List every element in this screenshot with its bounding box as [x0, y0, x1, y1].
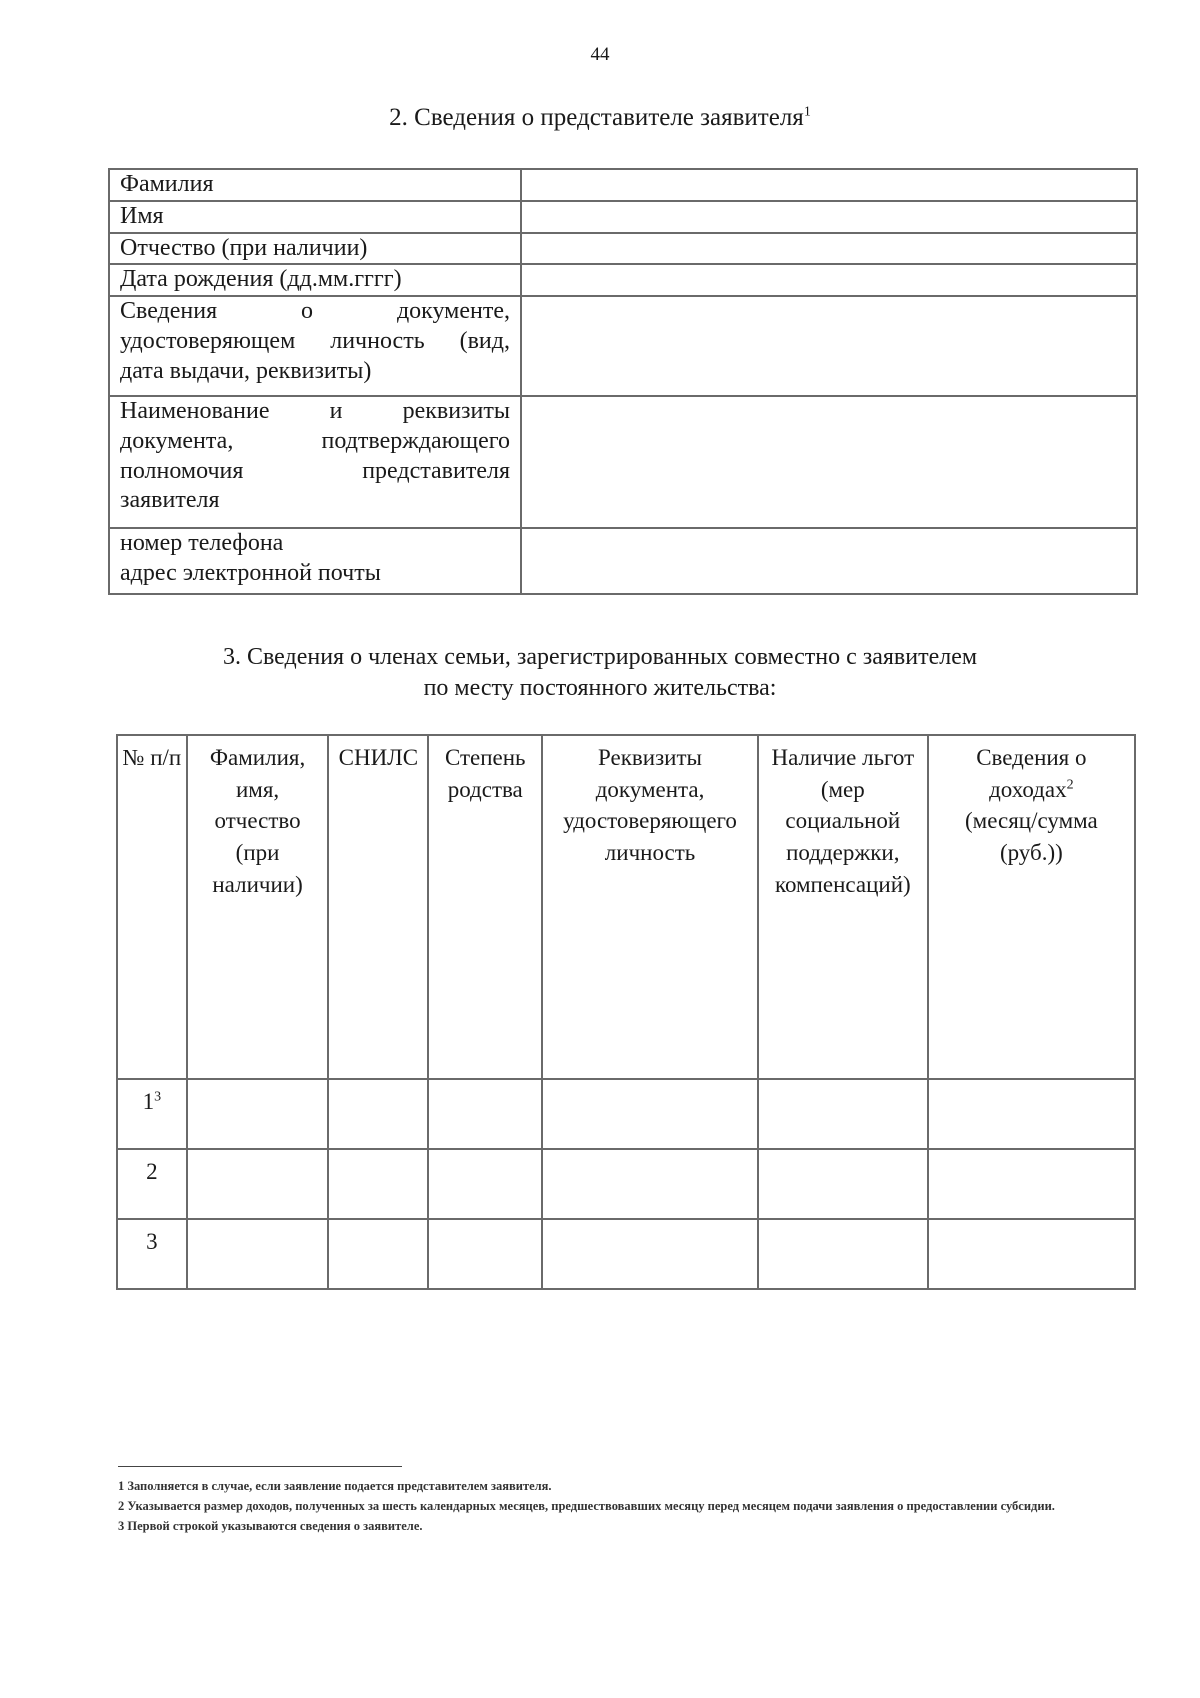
footnote-divider [118, 1466, 402, 1467]
table-row [109, 528, 1137, 594]
cell-id-document[interactable] [542, 1149, 758, 1219]
column-header-id-document: Реквизиты документа, удостоверяющего личность [542, 735, 758, 1079]
footnotes [118, 1478, 1108, 1538]
label-line: заявителя [120, 487, 220, 514]
income-header-suffix: (месяц/сумма (руб.)) [964, 808, 1098, 866]
table-row [109, 264, 1137, 296]
row-number-value: 1 [142, 1089, 155, 1114]
footnote: 3 Первой строкой указываются сведения о заявителе. [118, 1518, 423, 1533]
table-row [117, 1149, 1135, 1219]
footnote-mark: 2 [1066, 777, 1074, 793]
section-3-title [0, 642, 1200, 704]
table-row [109, 233, 1137, 265]
family-members-table [116, 734, 1136, 1290]
row-label-surname: Фамилия [109, 169, 521, 201]
label-line: удостоверяющем личность (вид, [120, 327, 510, 354]
label-line: дата выдачи, реквизиты) [120, 357, 372, 384]
column-header-full-name: Фамилия, имя, отчество (при наличии) [187, 735, 329, 1079]
footnote: 2 Указывается размер доходов, полученных за шесть календарных месяцев, предшествовавших месяцу перед месяцем подачи заявления о предоставлении субсидии. [118, 1498, 1055, 1513]
section-3-title-line: по месту постоянного жительства: [423, 675, 777, 702]
row-label-name: Имя [109, 201, 521, 233]
section-2-title-text: 2. Сведения о представителе заявителя [389, 104, 804, 131]
cell-income[interactable] [928, 1219, 1135, 1289]
column-header-relationship: Степень родства [428, 735, 542, 1079]
label-line: Наименование и реквизиты [120, 398, 510, 424]
cell-snils[interactable] [328, 1149, 428, 1219]
row-label-patronymic: Отчество (при наличии) [109, 233, 521, 265]
page-number: 44 [590, 44, 610, 65]
label-line: документа, подтверждающего [120, 427, 510, 454]
cell-full-name[interactable] [187, 1079, 329, 1149]
table-row [109, 396, 1137, 528]
row-number: 2 [117, 1149, 187, 1219]
column-header-number: № п/п [117, 735, 187, 1079]
section-3-title-line: 3. Сведения о членах семьи, зарегистрированных совместно с заявителем [222, 644, 978, 670]
row-label-id-document [109, 296, 521, 396]
table-row [117, 1079, 1135, 1149]
column-header-snils: СНИЛС [328, 735, 428, 1079]
cell-full-name[interactable] [187, 1219, 329, 1289]
cell-relationship[interactable] [428, 1149, 542, 1219]
column-header-benefits: Наличие льгот (мер социальной поддержки, компенсаций) [758, 735, 928, 1079]
cell-full-name[interactable] [187, 1149, 329, 1219]
table-row [117, 1219, 1135, 1289]
cell-snils[interactable] [328, 1219, 428, 1289]
section-2-title [0, 104, 1200, 132]
row-label-authority-document [109, 396, 521, 528]
label-line: Сведения о документе, [120, 298, 510, 324]
cell-relationship[interactable] [428, 1079, 542, 1149]
representative-table [108, 168, 1138, 595]
cell-benefits[interactable] [758, 1079, 928, 1149]
cell-id-document[interactable] [542, 1079, 758, 1149]
income-header-text: Сведения о доходах [976, 745, 1087, 802]
cell-benefits[interactable] [758, 1149, 928, 1219]
label-line: полномочия представителя [120, 457, 510, 484]
value-cell-id-document[interactable] [521, 296, 1137, 396]
table-row [109, 201, 1137, 233]
cell-income[interactable] [928, 1079, 1135, 1149]
row-number [117, 1079, 187, 1149]
label-line: номер телефона [120, 530, 284, 556]
footnote-mark: 1 [803, 104, 811, 120]
label-line: адрес электронной почты [120, 559, 381, 586]
footnote-mark: 3 [154, 1089, 162, 1105]
table-row [109, 169, 1137, 201]
cell-id-document[interactable] [542, 1219, 758, 1289]
table-header-row [117, 735, 1135, 1079]
value-cell-surname[interactable] [521, 169, 1137, 201]
value-cell-patronymic[interactable] [521, 233, 1137, 265]
value-cell-authority-document[interactable] [521, 396, 1137, 528]
value-cell-birthdate[interactable] [521, 264, 1137, 296]
table-row [109, 296, 1137, 396]
cell-relationship[interactable] [428, 1219, 542, 1289]
value-cell-name[interactable] [521, 201, 1137, 233]
cell-income[interactable] [928, 1149, 1135, 1219]
row-number: 3 [117, 1219, 187, 1289]
value-cell-contacts[interactable] [521, 528, 1137, 594]
cell-benefits[interactable] [758, 1219, 928, 1289]
column-header-income [928, 735, 1135, 1079]
cell-snils[interactable] [328, 1079, 428, 1149]
row-label-contacts [109, 528, 521, 594]
row-label-birthdate: Дата рождения (дд.мм.гггг) [109, 264, 521, 296]
footnote: 1 Заполняется в случае, если заявление подается представителем заявителя. [118, 1479, 552, 1493]
